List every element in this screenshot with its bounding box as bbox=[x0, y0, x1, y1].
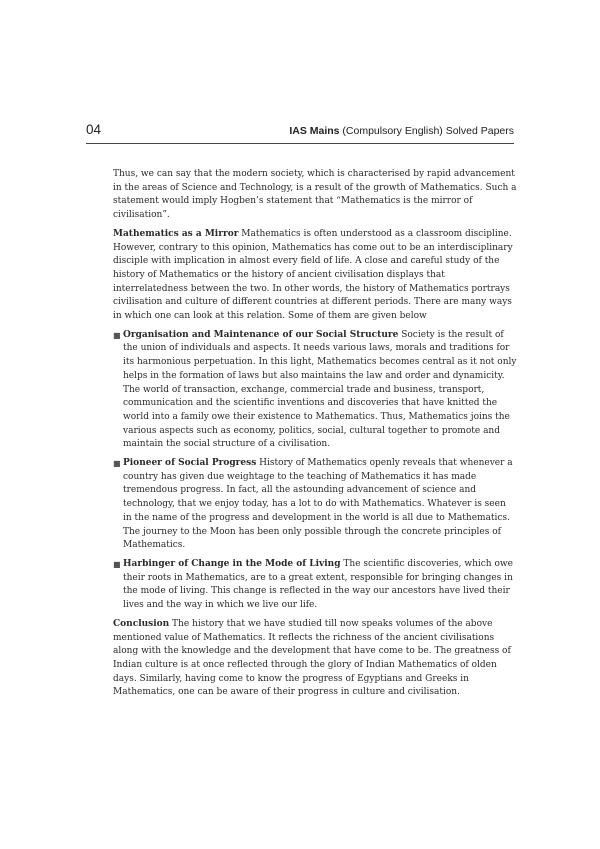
list-item bbox=[113, 558, 517, 613]
bullet-icon: ■ bbox=[113, 459, 121, 469]
header-rule bbox=[86, 143, 514, 144]
bullet-icon: ■ bbox=[113, 330, 121, 340]
mirror-heading: Mathematics as a Mirror bbox=[113, 228, 239, 239]
conclusion-paragraph bbox=[113, 618, 517, 700]
running-title bbox=[289, 125, 514, 137]
bullet-text: The scientific discoveries, which owe their roots in Mathematics, are to a great extent, responsible for bringing changes in the mode of living. This change is reflected in the way our ancestors have lived their lives and the way in which we live our life. bbox=[123, 558, 513, 611]
bullet-heading: Harbinger of Change in the Mode of Living bbox=[123, 558, 341, 569]
page-number: 04 bbox=[86, 122, 102, 137]
mirror-text: Mathematics is often understood as a classroom discipline. However, contrary to this opinion, Mathematics has come out to be an interdisciplinary disciple with implication in almost every field of life. A close and careful study of the history of Mathematics or the history of ancient civilisation displays that interrelatedness between the two. In other words, the history of Mathematics portrays civilisation and culture of different countries at different periods. There are many ways in which one can look at this relation. Some of them are given below bbox=[113, 228, 513, 322]
running-title-rest: (Compulsory English) Solved Papers bbox=[339, 125, 514, 137]
page-content bbox=[113, 168, 517, 705]
bullet-heading: Pioneer of Social Progress bbox=[123, 458, 257, 469]
bullet-heading: Organisation and Maintenance of our Social Structure bbox=[123, 329, 399, 340]
list-item bbox=[113, 329, 517, 452]
running-title-bold: IAS Mains bbox=[289, 125, 340, 137]
bullet-text: Society is the result of the union of individuals and aspects. It needs various laws, morals and traditions for its harmonious perpetuation. In this light, Mathematics becomes central as it not only helps in the formation of laws but also maintains the law and order and dynamicity. The world of transaction, exchange, commercial trade and business, transport, communication and the scientific inventions and discoveries that have knitted the world into a family owe their existence to Mathematics. Thus, Mathematics joins the various aspects such as economy, politics, social, cultural together to promote and maintain the social structure of a civilisation. bbox=[123, 329, 517, 450]
mirror-paragraph bbox=[113, 228, 517, 324]
conclusion-heading: Conclusion bbox=[113, 618, 170, 629]
bullet-icon: ■ bbox=[113, 559, 121, 569]
conclusion-text: The history that we have studied till now speaks volumes of the above mentioned value of Mathematics. It reflects the richness of the ancient civilisations along with the knowledge and the development that have come to be. The greatness of Indian culture is at once reflected through the glory of Indian Mathematics of olden days. Similarly, having come to know the progress of Egyptians and Greeks in Mathematics, one can be aware of their progress in culture and civilisation. bbox=[113, 618, 511, 698]
page-header bbox=[86, 122, 514, 137]
list-item bbox=[113, 457, 517, 553]
intro-paragraph: Thus, we can say that the modern society, which is characterised by rapid advancement in the areas of Science and Technology, is a result of the growth of Mathematics. Such a statement would imply Hogben’s statement that “Mathematics is the mirror of civilisation”. bbox=[113, 169, 517, 221]
bullet-list bbox=[113, 329, 517, 613]
bullet-text: History of Mathematics openly reveals that whenever a country has given due weightage to the teaching of Mathematics it has made tremendous progress. In fact, all the astounding advancement of science and technology, that we enjoy today, has a lot to do with Mathematics. Whatever is seen in the name of the progress and development in the world is all due to Mathematics. The journey to the Moon has been only possible through the concrete principles of Mathematics. bbox=[123, 458, 513, 551]
